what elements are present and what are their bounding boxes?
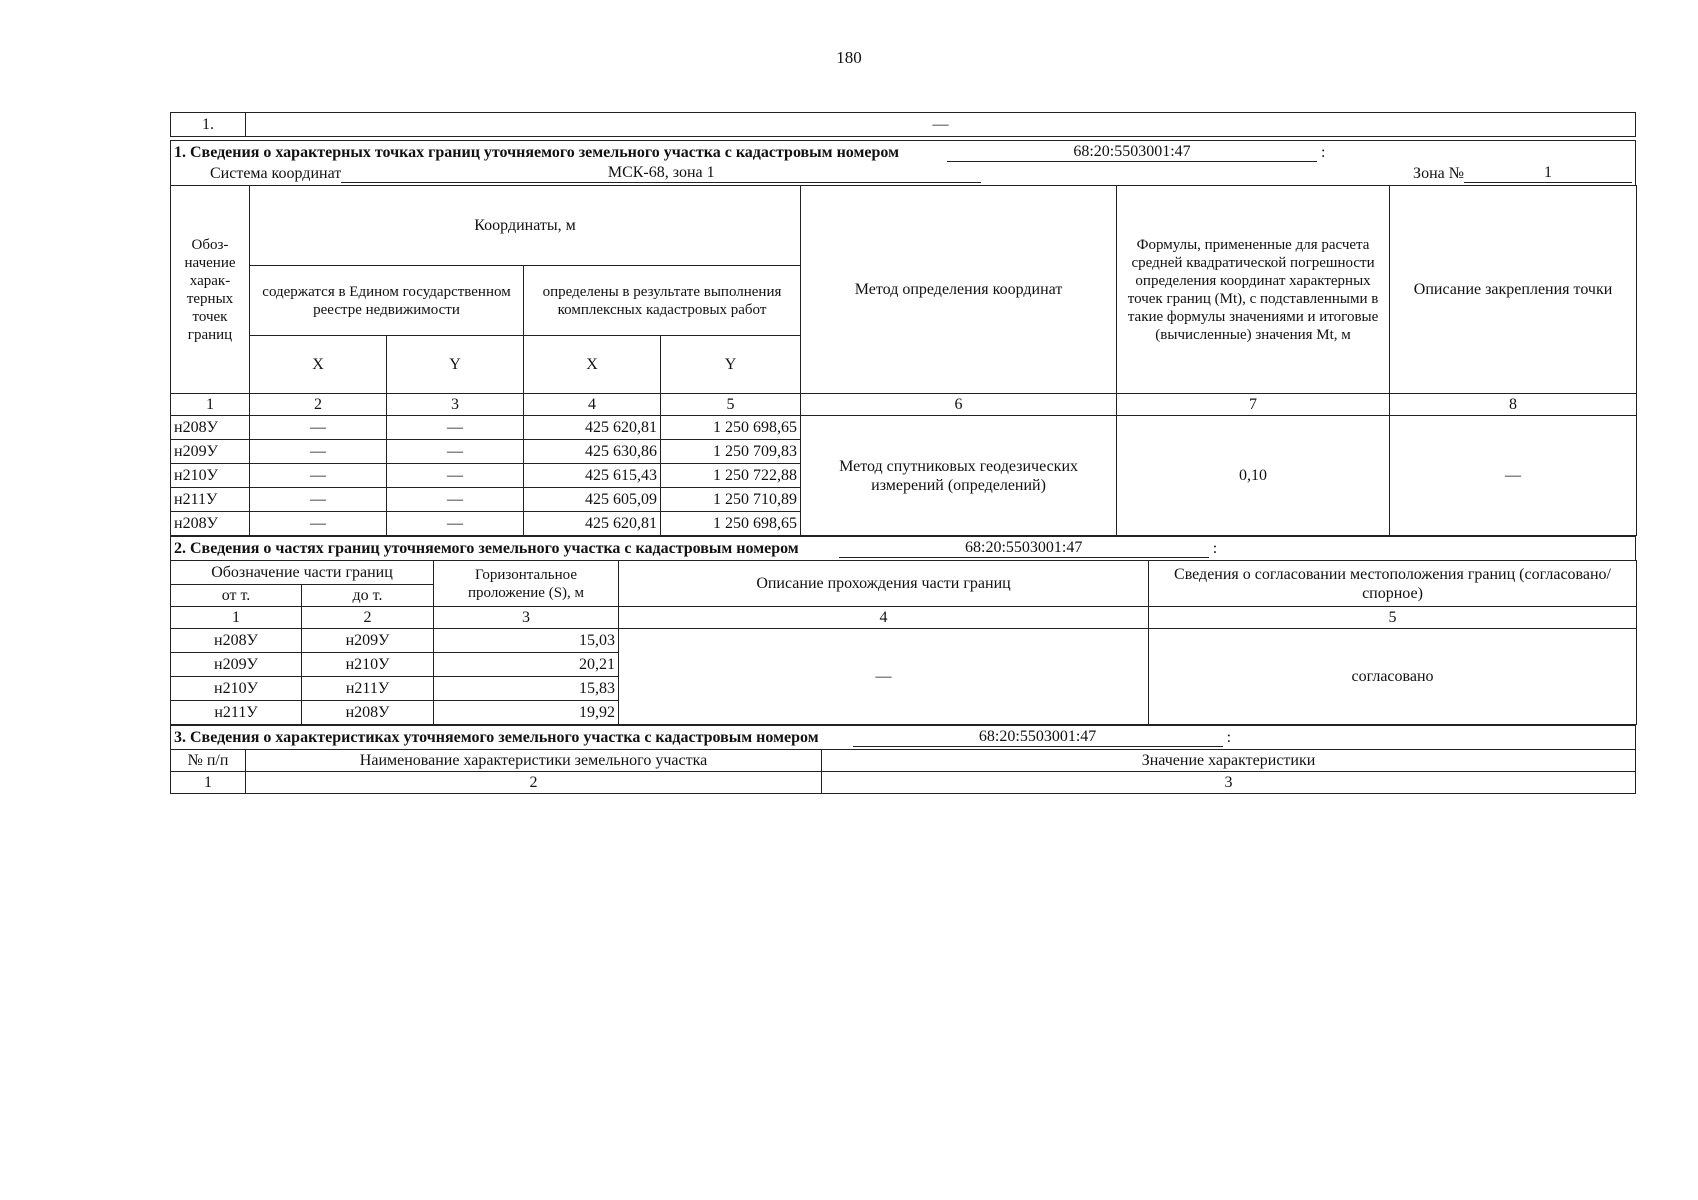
table-row: [171, 629, 1637, 653]
section2-cadastral-number: 68:20:5503001:47: [839, 539, 1209, 558]
y-egrn: —: [387, 440, 524, 464]
top-row-number: 1.: [171, 113, 246, 137]
header-fixing: Описание закрепления точки: [1390, 186, 1637, 394]
zone-label: Зона №: [1413, 165, 1464, 182]
cadastral-sheet: [170, 112, 1636, 794]
horizontal-distance: 15,03: [434, 629, 619, 653]
y-egrn: —: [387, 416, 524, 440]
y-kkr: 1 250 709,83: [661, 440, 801, 464]
y-kkr: 1 250 710,89: [661, 488, 801, 512]
method-value: Метод спутниковых геодезических измерений (определений): [801, 416, 1117, 536]
col-number: 1: [171, 772, 246, 794]
header-formulas: Формулы, примененные для расчета средней квадратической погрешности определения координат характерных точек границ (Mt), с подставленными в такие формулы значениями и итоговые (вычисленные) значения Mt, м: [1117, 186, 1390, 394]
section3-cadastral-number: 68:20:5503001:47: [853, 728, 1223, 747]
top-row-value: —: [246, 113, 1636, 137]
header-method: Метод определения координат: [801, 186, 1117, 394]
zone-value: 1: [1464, 164, 1632, 183]
point-name: н210У: [171, 464, 250, 488]
section2-colon: :: [1212, 540, 1218, 557]
x-kkr: 425 620,81: [524, 416, 661, 440]
header-egrn: содержатся в Едином государственном реестре недвижимости: [250, 266, 524, 336]
characteristics-table: [170, 749, 1636, 794]
x-egrn: —: [250, 464, 387, 488]
coord-system-value: МСК-68, зона 1: [341, 164, 981, 183]
header-value: Значение характеристики: [822, 750, 1636, 772]
col-number: 2: [250, 394, 387, 416]
x-kkr: 425 605,09: [524, 488, 661, 512]
header-part: Обозначение части границ: [171, 561, 434, 585]
point-name: н211У: [171, 488, 250, 512]
to-point: н208У: [302, 701, 434, 725]
y-kkr: 1 250 698,65: [661, 416, 801, 440]
header-designation: Обоз-начение харак-терных точек границ: [171, 186, 250, 394]
section1-header: [170, 140, 1636, 185]
from-point: н210У: [171, 677, 302, 701]
boundary-parts-table: [170, 560, 1637, 725]
x-egrn: —: [250, 512, 387, 536]
header-horizontal: Горизонтальное проложение (S), м: [434, 561, 619, 607]
col-number: 1: [171, 394, 250, 416]
x-kkr: 425 630,86: [524, 440, 661, 464]
mt-value: 0,10: [1117, 416, 1390, 536]
col-number: 5: [1149, 607, 1637, 629]
col-number: 8: [1390, 394, 1637, 416]
section3-header: [170, 725, 1636, 749]
y-kkr: 1 250 698,65: [661, 512, 801, 536]
col-number: 4: [524, 394, 661, 416]
x-egrn: —: [250, 416, 387, 440]
x-kkr: 425 620,81: [524, 512, 661, 536]
to-point: н209У: [302, 629, 434, 653]
col-number: 3: [434, 607, 619, 629]
header-from: от т.: [171, 585, 302, 607]
header-y-kkr: Y: [661, 336, 801, 394]
points-table: [170, 185, 1637, 536]
section2-header: [170, 536, 1636, 560]
header-coordinates: Координаты, м: [250, 186, 801, 266]
header-x-egrn: X: [250, 336, 387, 394]
header-y-egrn: Y: [387, 336, 524, 394]
col-number: 4: [619, 607, 1149, 629]
header-num: № п/п: [171, 750, 246, 772]
section1-cadastral-number: 68:20:5503001:47: [947, 143, 1317, 162]
col-number: 5: [661, 394, 801, 416]
col-number: 1: [171, 607, 302, 629]
y-egrn: —: [387, 512, 524, 536]
x-egrn: —: [250, 440, 387, 464]
y-egrn: —: [387, 464, 524, 488]
from-point: н209У: [171, 653, 302, 677]
col-number: 3: [387, 394, 524, 416]
from-point: н208У: [171, 629, 302, 653]
section1-title: 1. Сведения о характерных точках границ уточняемого земельного участка с кадастровым номером: [174, 144, 899, 161]
col-number: 2: [246, 772, 822, 794]
y-egrn: —: [387, 488, 524, 512]
point-name: н208У: [171, 512, 250, 536]
horizontal-distance: 19,92: [434, 701, 619, 725]
y-kkr: 1 250 722,88: [661, 464, 801, 488]
header-agreement: Сведения о согласовании местоположения границ (согласовано/спорное): [1149, 561, 1637, 607]
section3-title: 3. Сведения о характеристиках уточняемого земельного участка с кадастровым номером: [174, 729, 819, 746]
to-point: н211У: [302, 677, 434, 701]
x-kkr: 425 615,43: [524, 464, 661, 488]
fixing-value: —: [1390, 416, 1637, 536]
section3-colon: :: [1226, 729, 1232, 746]
header-to: до т.: [302, 585, 434, 607]
col-number: 3: [822, 772, 1636, 794]
to-point: н210У: [302, 653, 434, 677]
section1-colon: :: [1320, 144, 1326, 161]
point-name: н209У: [171, 440, 250, 464]
section2-title: 2. Сведения о частях границ уточняемого земельного участка с кадастровым номером: [174, 540, 799, 557]
header-x-kkr: X: [524, 336, 661, 394]
header-kkr: определены в результате выполнения комплексных кадастровых работ: [524, 266, 801, 336]
horizontal-distance: 15,83: [434, 677, 619, 701]
description-value: —: [619, 629, 1149, 725]
coord-system-label: Система координат: [210, 165, 342, 182]
horizontal-distance: 20,21: [434, 653, 619, 677]
top-row-table: [170, 112, 1636, 137]
point-name: н208У: [171, 416, 250, 440]
table-row: [171, 416, 1637, 440]
header-description: Описание прохождения части границ: [619, 561, 1149, 607]
col-number: 2: [302, 607, 434, 629]
col-number: 6: [801, 394, 1117, 416]
col-number: 7: [1117, 394, 1390, 416]
agreement-value: согласовано: [1149, 629, 1637, 725]
page-number: 180: [836, 48, 862, 67]
header-name: Наименование характеристики земельного участка: [246, 750, 822, 772]
from-point: н211У: [171, 701, 302, 725]
x-egrn: —: [250, 488, 387, 512]
